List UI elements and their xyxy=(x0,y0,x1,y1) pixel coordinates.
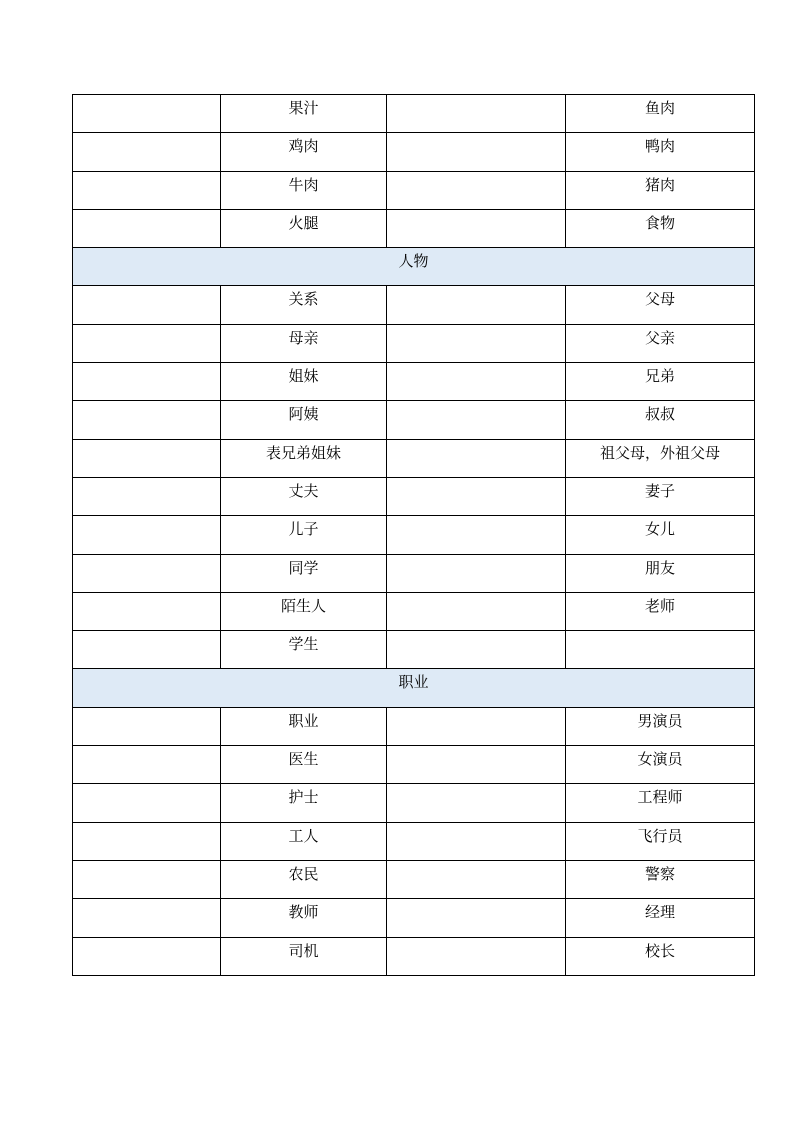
word-cell-right: 鱼肉 xyxy=(566,95,755,133)
blank-cell xyxy=(387,937,566,975)
word-cell-left: 果汁 xyxy=(221,95,387,133)
word-cell-left: 儿子 xyxy=(221,516,387,554)
word-cell-left: 护士 xyxy=(221,784,387,822)
table-row xyxy=(73,516,755,554)
blank-cell xyxy=(73,631,221,669)
word-cell-right: 工程师 xyxy=(566,784,755,822)
word-cell-right: 妻子 xyxy=(566,477,755,515)
word-cell-right: 校长 xyxy=(566,937,755,975)
word-cell-right: 朋友 xyxy=(566,554,755,592)
blank-cell xyxy=(387,784,566,822)
blank-cell xyxy=(73,286,221,324)
word-cell-left: 丈夫 xyxy=(221,477,387,515)
blank-cell xyxy=(73,209,221,247)
table-row xyxy=(73,554,755,592)
word-cell-right: 警察 xyxy=(566,860,755,898)
table-row xyxy=(73,477,755,515)
blank-cell xyxy=(387,133,566,171)
word-cell-right: 父母 xyxy=(566,286,755,324)
table-row xyxy=(73,171,755,209)
blank-cell xyxy=(387,899,566,937)
table-row xyxy=(73,937,755,975)
word-cell-right: 叔叔 xyxy=(566,401,755,439)
blank-cell xyxy=(387,746,566,784)
blank-cell xyxy=(73,822,221,860)
word-cell-left: 牛肉 xyxy=(221,171,387,209)
word-cell-right xyxy=(566,631,755,669)
table-row xyxy=(73,439,755,477)
blank-cell xyxy=(73,95,221,133)
word-cell-right: 鸭肉 xyxy=(566,133,755,171)
blank-cell xyxy=(387,324,566,362)
table-row xyxy=(73,401,755,439)
word-cell-right: 食物 xyxy=(566,209,755,247)
word-cell-right: 经理 xyxy=(566,899,755,937)
word-cell-left: 工人 xyxy=(221,822,387,860)
blank-cell xyxy=(73,784,221,822)
blank-cell xyxy=(387,209,566,247)
blank-cell xyxy=(387,171,566,209)
blank-cell xyxy=(73,516,221,554)
table-row xyxy=(73,860,755,898)
blank-cell xyxy=(387,401,566,439)
blank-cell xyxy=(387,860,566,898)
table-row xyxy=(73,95,755,133)
blank-cell xyxy=(387,822,566,860)
blank-cell xyxy=(387,631,566,669)
word-cell-right: 女儿 xyxy=(566,516,755,554)
blank-cell xyxy=(387,516,566,554)
blank-cell xyxy=(387,439,566,477)
table-row xyxy=(73,209,755,247)
blank-cell xyxy=(73,439,221,477)
table-row xyxy=(73,746,755,784)
table-row xyxy=(73,899,755,937)
word-cell-right: 祖父母，外祖父母 xyxy=(566,439,755,477)
blank-cell xyxy=(73,401,221,439)
table-row xyxy=(73,133,755,171)
blank-cell xyxy=(387,554,566,592)
vocabulary-table xyxy=(72,94,755,976)
word-cell-left: 火腿 xyxy=(221,209,387,247)
word-cell-left: 母亲 xyxy=(221,324,387,362)
blank-cell xyxy=(73,477,221,515)
blank-cell xyxy=(73,746,221,784)
blank-cell xyxy=(73,707,221,745)
section-title: 职业 xyxy=(73,669,755,707)
blank-cell xyxy=(73,592,221,630)
blank-cell xyxy=(387,707,566,745)
blank-cell xyxy=(387,477,566,515)
word-cell-left: 职业 xyxy=(221,707,387,745)
table-row xyxy=(73,324,755,362)
word-cell-right: 男演员 xyxy=(566,707,755,745)
table-row xyxy=(73,286,755,324)
word-cell-left: 农民 xyxy=(221,860,387,898)
table-row xyxy=(73,363,755,401)
word-cell-right: 猪肉 xyxy=(566,171,755,209)
word-cell-left: 学生 xyxy=(221,631,387,669)
word-cell-left: 医生 xyxy=(221,746,387,784)
word-cell-right: 女演员 xyxy=(566,746,755,784)
word-cell-left: 同学 xyxy=(221,554,387,592)
blank-cell xyxy=(73,860,221,898)
blank-cell xyxy=(73,899,221,937)
word-cell-right: 老师 xyxy=(566,592,755,630)
word-cell-left: 鸡肉 xyxy=(221,133,387,171)
section-title: 人物 xyxy=(73,248,755,286)
section-header-row xyxy=(73,669,755,707)
blank-cell xyxy=(73,363,221,401)
word-cell-left: 司机 xyxy=(221,937,387,975)
section-header-row xyxy=(73,248,755,286)
blank-cell xyxy=(73,171,221,209)
table-row xyxy=(73,592,755,630)
blank-cell xyxy=(73,324,221,362)
blank-cell xyxy=(73,937,221,975)
blank-cell xyxy=(387,363,566,401)
table-row xyxy=(73,707,755,745)
word-cell-left: 阿姨 xyxy=(221,401,387,439)
word-cell-right: 飞行员 xyxy=(566,822,755,860)
word-cell-right: 父亲 xyxy=(566,324,755,362)
table-row xyxy=(73,784,755,822)
blank-cell xyxy=(387,286,566,324)
blank-cell xyxy=(387,95,566,133)
blank-cell xyxy=(387,592,566,630)
word-cell-left: 表兄弟姐妹 xyxy=(221,439,387,477)
word-cell-left: 陌生人 xyxy=(221,592,387,630)
blank-cell xyxy=(73,554,221,592)
word-cell-left: 关系 xyxy=(221,286,387,324)
word-cell-right: 兄弟 xyxy=(566,363,755,401)
blank-cell xyxy=(73,133,221,171)
word-cell-left: 教师 xyxy=(221,899,387,937)
table-row xyxy=(73,822,755,860)
table-row xyxy=(73,631,755,669)
word-cell-left: 姐妹 xyxy=(221,363,387,401)
vocabulary-table-body xyxy=(73,95,755,976)
